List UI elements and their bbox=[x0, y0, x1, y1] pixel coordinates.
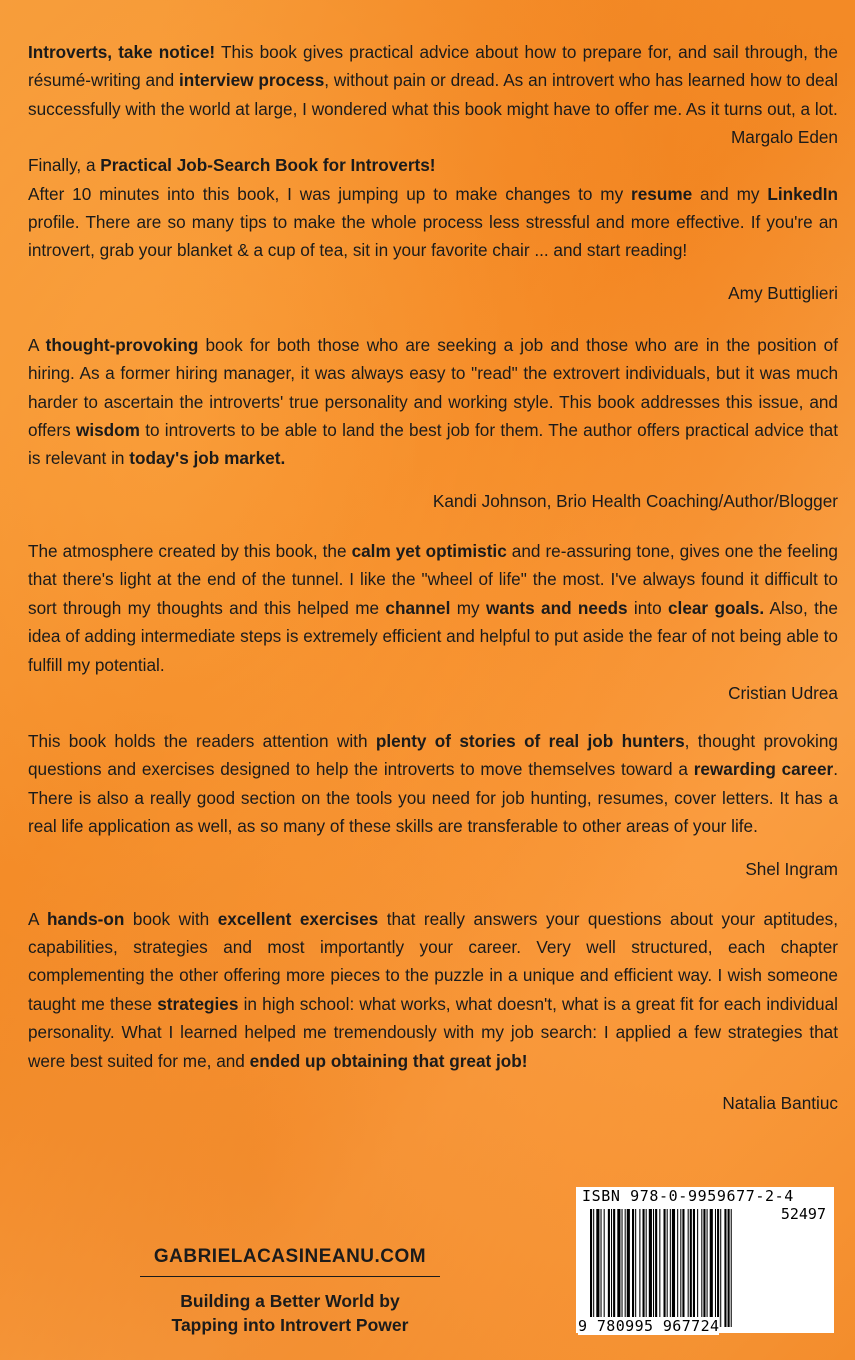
review-highlight: plenty of stories of real job hunters bbox=[375, 730, 685, 751]
review-fragment: my bbox=[450, 597, 486, 618]
review-author: Cristian Udrea bbox=[728, 682, 838, 703]
website-url: GABRIELACASINEANU.COM bbox=[153, 1246, 427, 1267]
review-highlight: hands-on bbox=[47, 908, 125, 929]
review-fragment: This book holds the readers attention with bbox=[28, 730, 376, 751]
review-fragment: Also, the idea of adding intermediate steps is extremely efficient and helpful to put aside the fear of not being able to fulfill my potential. bbox=[28, 597, 838, 675]
review-highlight: wisdom bbox=[75, 420, 140, 441]
review-text bbox=[28, 38, 838, 123]
review-text bbox=[28, 905, 838, 1075]
review-fragment: profile. There are so many tips to make the whole process less stressful and more effective. If you're an introvert, grab your blanket & a cup of tea, sit in your favorite chair ... and start reading! bbox=[28, 212, 838, 261]
review-highlight: channel bbox=[385, 597, 451, 618]
review-text bbox=[28, 727, 838, 841]
review-text bbox=[28, 331, 838, 473]
review-author: Amy Buttiglieri bbox=[728, 282, 838, 303]
review-text bbox=[28, 151, 838, 265]
review-fragment: This book gives practical advice about how to prepare for, and sail through, the résumé-writing and bbox=[28, 42, 838, 91]
review-fragment: to introverts to be able to land the best job for them. The author offers practical advice that is relevant in bbox=[28, 420, 839, 469]
review-highlight: rewarding career bbox=[693, 759, 834, 780]
review-highlight: Practical Job-Search Book for Introverts! bbox=[100, 155, 436, 176]
tagline-line-1: Building a Better World by bbox=[180, 1291, 400, 1311]
review-fragment: The atmosphere created by this book, the bbox=[28, 540, 352, 561]
review-fragment: book with bbox=[124, 908, 218, 929]
review-author: Kandi Johnson, Brio Health Coaching/Author/Blogger bbox=[432, 490, 838, 511]
review-highlight: excellent exercises bbox=[217, 908, 379, 929]
barcode-bars-icon bbox=[590, 1209, 822, 1327]
review-highlight: calm yet optimistic bbox=[351, 540, 507, 561]
review-fragment: , without pain or dread. As an introvert who has learned how to deal successfully with the world at large, I wondered what this book might have to offer me. As it turns out, a lot. bbox=[28, 70, 838, 119]
review-fragment: into bbox=[627, 597, 668, 618]
review-author: Natalia Bantiuc bbox=[722, 1092, 838, 1113]
review-highlight: strategies bbox=[157, 993, 239, 1014]
review-fragment: A bbox=[28, 908, 48, 929]
review-fragment: and re-assuring tone, gives one the feeling that there's light at the end of the tunnel. I like the "wheel of life" the most. I've always found it difficult to sort through my thoughts and this helped me bbox=[28, 540, 838, 618]
review-fragment: A bbox=[28, 334, 46, 355]
price-code: 52497 bbox=[780, 1205, 826, 1223]
review-text bbox=[28, 537, 838, 679]
review-fragment: After 10 minutes into this book, I was jumping up to make changes to my bbox=[28, 183, 632, 204]
isbn-barcode bbox=[576, 1187, 834, 1333]
review-highlight: interview process bbox=[179, 70, 325, 91]
review-highlight: Introverts, take notice! bbox=[28, 42, 216, 62]
author-branding bbox=[140, 1246, 440, 1337]
tagline-line-2: Tapping into Introvert Power bbox=[171, 1315, 409, 1335]
ean-number: 9 780995 967724 bbox=[578, 1317, 720, 1335]
divider bbox=[140, 1276, 440, 1277]
review-fragment: , thought provoking questions and exercises designed to help the introverts to move themselves toward a bbox=[28, 730, 838, 780]
review-fragment: and my bbox=[692, 183, 768, 204]
review-highlight: today's job market. bbox=[129, 448, 286, 469]
review-fragment: Finally, a bbox=[28, 155, 101, 176]
review-fragment: that really answers your questions about your aptitudes, capabilities, strategies and most importantly your career. Very well structured, each chapter complementing the other offering more pieces to the puzzle in a unique and efficient way. I wish someone taught me these bbox=[28, 908, 838, 1014]
review-author: Margalo Eden bbox=[730, 127, 838, 148]
review-highlight: LinkedIn bbox=[767, 183, 839, 204]
review-fragment: . There is also a really good section on the tools you need for job hunting, resumes, cover letters. It has a real life application as well, as so many of these skills are transferable to other areas of your life. bbox=[28, 759, 839, 837]
review-fragment: in high school: what works, what doesn't, what is a great fit for each individual personality. What I learned helped me tremendously with my job search: I applied a few strategies that were best suited for me, and bbox=[28, 993, 838, 1071]
review-highlight: resume bbox=[631, 183, 693, 204]
review-highlight: clear goals. bbox=[667, 597, 765, 618]
review-author: Shel Ingram bbox=[745, 858, 838, 879]
back-cover-reviews bbox=[28, 38, 838, 1117]
review-highlight: wants and needs bbox=[485, 597, 628, 618]
review-fragment: book for both those who are seeking a job and those who are in the position of hiring. As a former hiring manager, it was always easy to "read" the extrovert individuals, but it was much harder to ascertain the introverts' true personality and working style. This book addresses this issue, and offers bbox=[28, 334, 838, 441]
review-highlight: thought-provoking bbox=[45, 334, 199, 355]
isbn-number: ISBN 978-0-9959677-2-4 bbox=[582, 1187, 794, 1205]
review-highlight: ended up obtaining that great job! bbox=[249, 1050, 528, 1071]
